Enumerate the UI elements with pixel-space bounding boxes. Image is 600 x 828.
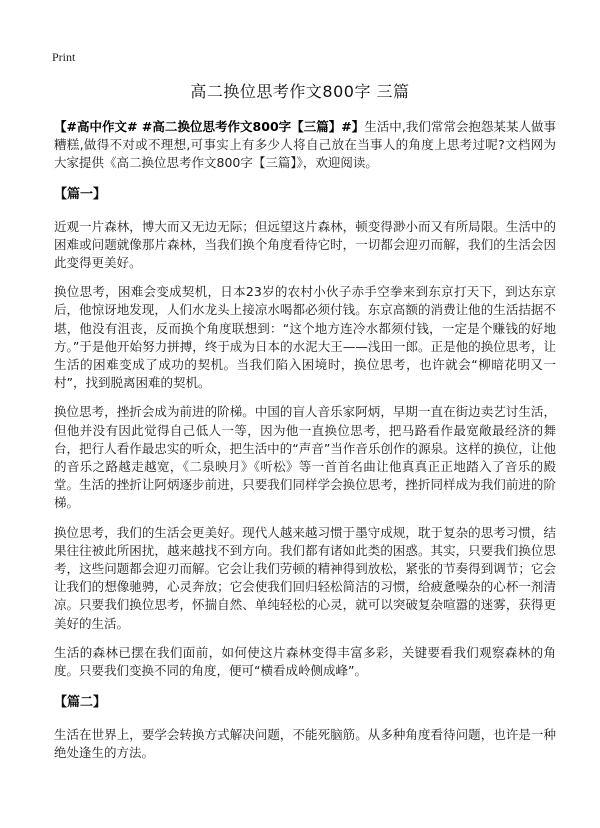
paragraph-1-5: 生活的森林已摆在我们面前，如何使这片森林变得丰富多彩，关键要看我们观察森林的角度。只要我们变换不同的角度，便可“横看成岭侧成峰”。: [54, 644, 556, 679]
intro-tags: 【#高中作文# #高二换位思考作文800字【三篇】#】: [54, 119, 365, 134]
intro-text: 生活中,我们常常会抱怨某某人做事糟糕,做得不对或不理想,可事实上有多少人将自己放在当事人的角度上思考过呢?文档网为大家提供《高二换位思考作文800字【三篇】》，欢迎阅读。: [54, 119, 556, 171]
paragraph-1-2: 换位思考，困难会变成契机，日本23岁的农村小伙子赤手空拳来到东京打天下，到达东京后，他惊讶地发现，人们水龙头上接凉水喝都必须付钱。东京高额的消费让他的生活拮据不堪，他没有沮丧，反而换个角度联想到：“这个地方连冷水都须付钱，一定是个赚钱的好地方。”于是他开始努力拼搏，终于成为日本的水泥大王——浅田一郎。正是他的换位思考，让生活的困难变成了成功的契机。当我们陷入困境时，换位思考，也许就会“柳暗花明又一村”，找到脱离困难的契机。: [54, 284, 556, 391]
article-body: [54, 118, 556, 774]
paragraph-1-4: 换位思考，我们的生活会更美好。现代人越来越习惯于墨守成规，耽于复杂的思考习惯，结果往往被此所困扰，越来越找不到方向。我们都有诸如此类的困惑。其实，只要我们换位思考，这些问题都会迎刃而解。它会让我们劳顿的精神得到放松，紧张的节奏得到调节；它会让我们的想像驰骋，心灵奔放；它会使我们回归轻松简洁的习惯，给疲惫噪杂的心杯一剂清凉。只要我们换位思考，怀揣自然、单纯轻松的心灵，就可以突破复杂喧嚣的迷雾，获得更美好的生活。: [54, 524, 556, 631]
paragraph-1-3: 换位思考，挫折会成为前进的阶梯。中国的盲人音乐家阿炳，早期一直在街边卖艺讨生活，但他并没有因此觉得自己低人一等，因为他一直换位思考，把马路看作最宽敞最经济的舞台，把行人看作最忠实的听众，把生活中的“声音”当作音乐创作的源泉。这样的换位，让他的音乐之路越走越宽，《二泉映月》《听松》等一首首名曲让他真真正正地踏入了音乐的殿堂。生活的挫折让阿炳逐步前进，只要我们同样学会换位思考，挫折同样成为我们前进的阶梯。: [54, 404, 556, 511]
paragraph-1-1: 近观一片森林，博大而又无边无际；但远望这片森林，顿变得渺小而又有所局限。生活中的困难或问题就像那片森林，当我们换个角度看待它时，一切都会迎刃而解，我们的生活会因此变得更美好。: [54, 218, 556, 271]
print-link[interactable]: Print: [52, 50, 76, 64]
section-heading-1: 【篇一】: [54, 186, 107, 202]
paragraph-2-1: 生活在世界上，要学会转换方式解决问题，不能死脑筋。从多种角度看待问题，也许是一种绝处逢生的方法。: [54, 727, 556, 761]
intro-paragraph: [54, 118, 556, 173]
section-heading-2: 【篇二】: [54, 695, 107, 711]
page-title: 高二换位思考作文800字 三篇: [190, 82, 410, 101]
